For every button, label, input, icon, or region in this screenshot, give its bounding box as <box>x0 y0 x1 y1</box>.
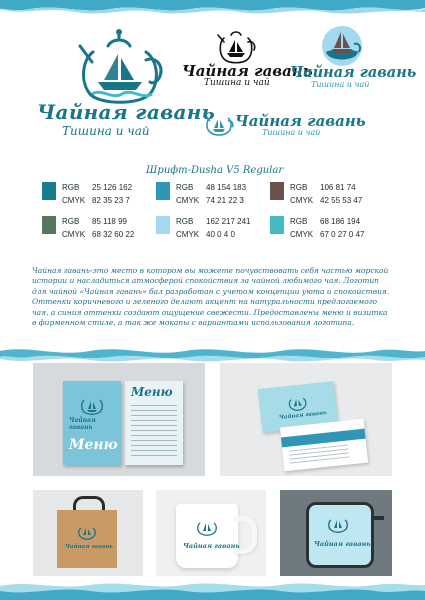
palette-swatch-1 <box>42 182 56 200</box>
rgb-value: 106 81 74 <box>320 183 356 192</box>
business-card-logo <box>287 392 309 412</box>
mug-mockup <box>156 490 266 576</box>
sign-mockup <box>280 490 392 576</box>
business-card-back <box>280 419 368 472</box>
cmyk-value: 68 32 60 22 <box>92 230 135 239</box>
rgb-label: RGB <box>290 183 308 192</box>
cmyk-label: CMYK <box>62 196 86 205</box>
cmyk-label: CMYK <box>176 230 200 239</box>
menu-cover-logo <box>79 393 105 415</box>
sign-brand: Чайная гавань <box>314 540 371 548</box>
mug-logo <box>196 516 218 536</box>
cmyk-label: CMYK <box>290 196 314 205</box>
teapot-logo-color-variant <box>318 22 366 68</box>
menu-cover-brand: Чайная гавань <box>69 417 96 431</box>
cmyk-label: CMYK <box>290 230 314 239</box>
business-card-stripe <box>281 429 366 448</box>
mug-body <box>176 504 238 568</box>
palette-swatch-6 <box>270 216 284 234</box>
palette-values-1 <box>62 181 132 207</box>
rgb-label: RGB <box>62 183 80 192</box>
palette-swatch-5 <box>156 216 170 234</box>
cmyk-value: 82 35 23 7 <box>92 196 130 205</box>
rgb-label: RGB <box>176 217 194 226</box>
menu-cover <box>63 381 121 465</box>
menu-inner-page <box>125 381 183 465</box>
brand-title-horizontal: Чайная гавань <box>235 112 366 130</box>
brand-tagline-color: Тишина и чай <box>311 80 370 89</box>
menu-mockup <box>33 363 205 476</box>
palette-swatch-2 <box>156 182 170 200</box>
cmyk-value: 67 0 27 0 47 <box>320 230 365 239</box>
business-card-lines <box>288 444 349 464</box>
bottom-wave-decoration <box>0 580 425 600</box>
rgb-value: 162 217 241 <box>206 217 251 226</box>
menu-lines <box>131 405 177 459</box>
brand-tagline-main: Тишина и чай <box>62 124 150 138</box>
teapot-logo-small-variant <box>204 110 234 136</box>
business-card-brand: Чайная гавань <box>278 410 328 422</box>
cmyk-value: 74 21 22 3 <box>206 196 244 205</box>
palette-values-2 <box>176 181 246 207</box>
palette-swatch-3 <box>270 182 284 200</box>
top-wave-decoration <box>0 0 425 22</box>
paper-bag-mockup <box>33 490 143 576</box>
palette-values-6 <box>290 215 364 241</box>
business-card-mockup <box>220 363 392 476</box>
rgb-label: RGB <box>290 217 308 226</box>
rgb-value: 48 154 183 <box>206 183 247 192</box>
rgb-value: 68 186 194 <box>320 217 361 226</box>
menu-inner-title: Меню <box>131 385 173 399</box>
brand-title-color: Чайная гавань <box>290 64 417 81</box>
palette-values-5 <box>176 215 251 241</box>
brand-tagline-horizontal: Тишина и чай <box>262 128 321 137</box>
menu-cover-word: Меню <box>69 437 118 453</box>
cmyk-label: CMYK <box>62 230 86 239</box>
cmyk-value: 40 0 4 0 <box>206 230 235 239</box>
bag-brand: Чайная гавань <box>65 544 113 550</box>
mug-brand: Чайная гавань <box>183 542 240 550</box>
rgb-value: 85 118 99 <box>92 217 127 226</box>
bag-logo <box>77 522 97 540</box>
brand-description: Чайная гавань-это место в котором вы можете почувствовать себя частью морской истории и насладиться атмосферой спокойствия за чайной любимого чая. Логотип для чайной «Чайная гавань» бал разработан с учетом концепции уюта и спокойствия. Оттенки коричневого и зеленого делают акцент на натуральности предлогаемого чая, а синия оттенки создают ощущение свежести. Предоставлены меню и визитка в фирменном стиле, а так же мокапы с вариантами использования логотипа. <box>32 266 390 328</box>
teapot-logo-outline-variant <box>215 26 257 66</box>
palette-swatch-4 <box>42 216 56 234</box>
brand-title-main: Чайная гавань <box>37 100 216 124</box>
sign-logo <box>326 512 350 534</box>
rgb-value: 25 126 162 <box>92 183 133 192</box>
cmyk-label: CMYK <box>176 196 200 205</box>
brand-tagline-bw: Тишина и чай <box>204 78 270 88</box>
palette-values-4 <box>62 215 134 241</box>
rgb-label: RGB <box>62 217 80 226</box>
cmyk-value: 42 55 53 47 <box>320 196 363 205</box>
palette-values-3 <box>290 181 362 207</box>
brand-title-bw: Чайная гавань <box>182 62 313 80</box>
font-label: Шрифт-Dusha V5 Regular <box>146 165 284 176</box>
rgb-label: RGB <box>176 183 194 192</box>
